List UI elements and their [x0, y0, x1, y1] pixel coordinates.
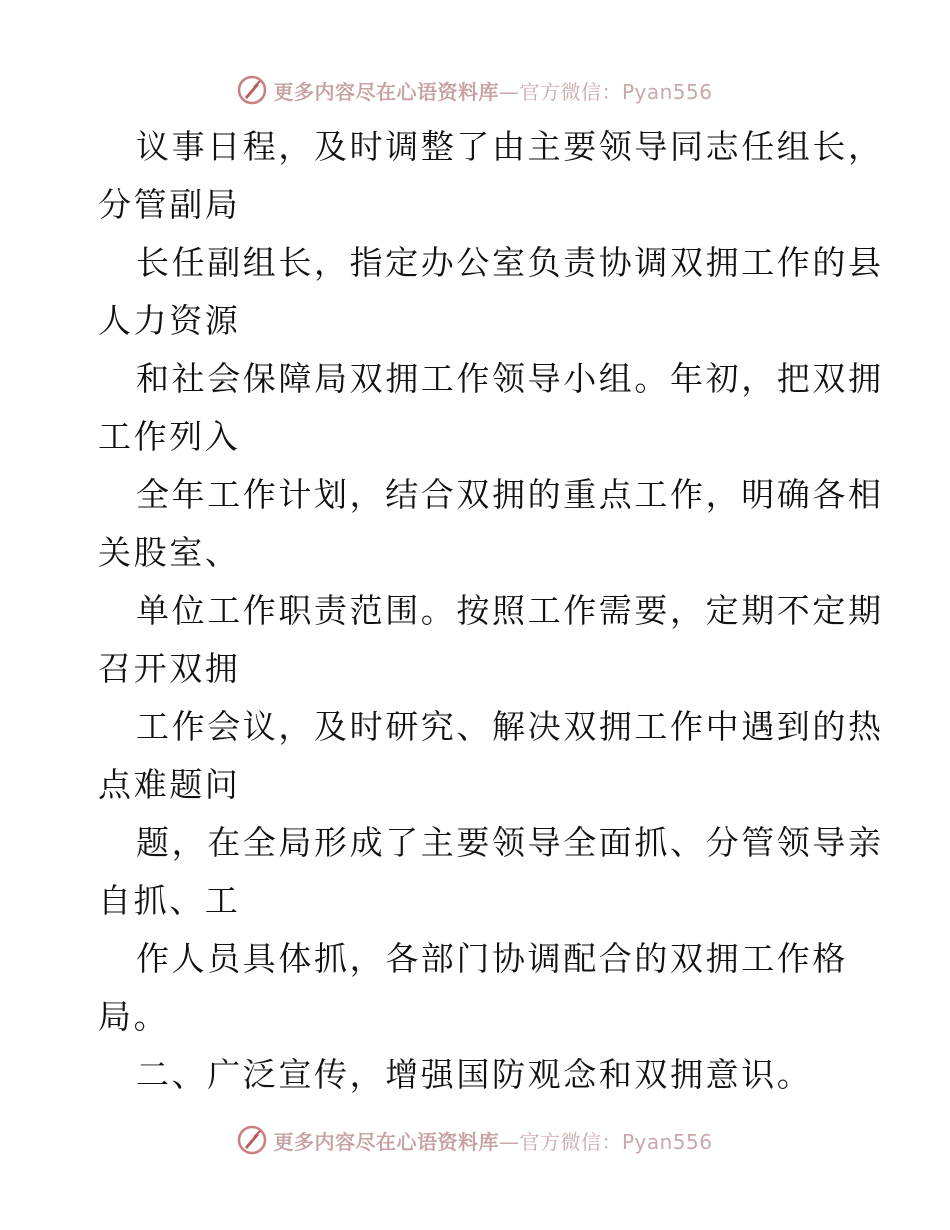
body-line: 题，在全局形成了主要领导全面抓、分管领导亲	[136, 823, 884, 862]
body-line: 自抓、工	[98, 881, 241, 920]
header-watermark	[0, 70, 950, 110]
feather-pen-circle-icon	[237, 75, 267, 105]
body-line: 关股室、	[98, 533, 241, 572]
body-line: 点难题问	[98, 765, 241, 804]
body-line: 长任副组长，指定办公室负责协调双拥工作的县	[136, 243, 884, 282]
document-body	[98, 118, 884, 1104]
footer-contact-text: 官方微信：Pyan556	[519, 1129, 713, 1154]
footer-separator: —	[498, 1129, 520, 1154]
body-line: 人力资源	[98, 301, 241, 340]
feather-pen-circle-icon	[237, 1125, 267, 1155]
header-watermark-text	[273, 76, 712, 105]
body-line: 分管副局	[98, 185, 241, 224]
body-line: 工作会议，及时研究、解决双拥工作中遇到的热	[136, 707, 884, 746]
body-line: 作人员具体抓，各部门协调配合的双拥工作格	[136, 939, 848, 978]
header-separator: —	[498, 79, 520, 104]
body-line: 工作列入	[98, 417, 241, 456]
body-line: 议事日程，及时调整了由主要领导同志任组长，	[136, 127, 884, 166]
footer-brand-text: 更多内容尽在心语资料库	[273, 1129, 499, 1154]
section-heading: 二、广泛宣传，增强国防观念和双拥意识。	[136, 1055, 813, 1094]
body-line: 和社会保障局双拥工作领导小组。年初，把双拥	[136, 359, 884, 398]
body-line: 召开双拥	[98, 649, 241, 688]
body-line: 单位工作职责范围。按照工作需要，定期不定期	[136, 591, 884, 630]
body-line: 全年工作计划，结合双拥的重点工作，明确各相	[136, 475, 884, 514]
header-brand-text: 更多内容尽在心语资料库	[273, 79, 499, 104]
body-line: 局。	[98, 997, 170, 1036]
header-contact-text: 官方微信：Pyan556	[519, 79, 713, 104]
footer-watermark-text	[273, 1126, 712, 1155]
footer-watermark	[0, 1120, 950, 1160]
